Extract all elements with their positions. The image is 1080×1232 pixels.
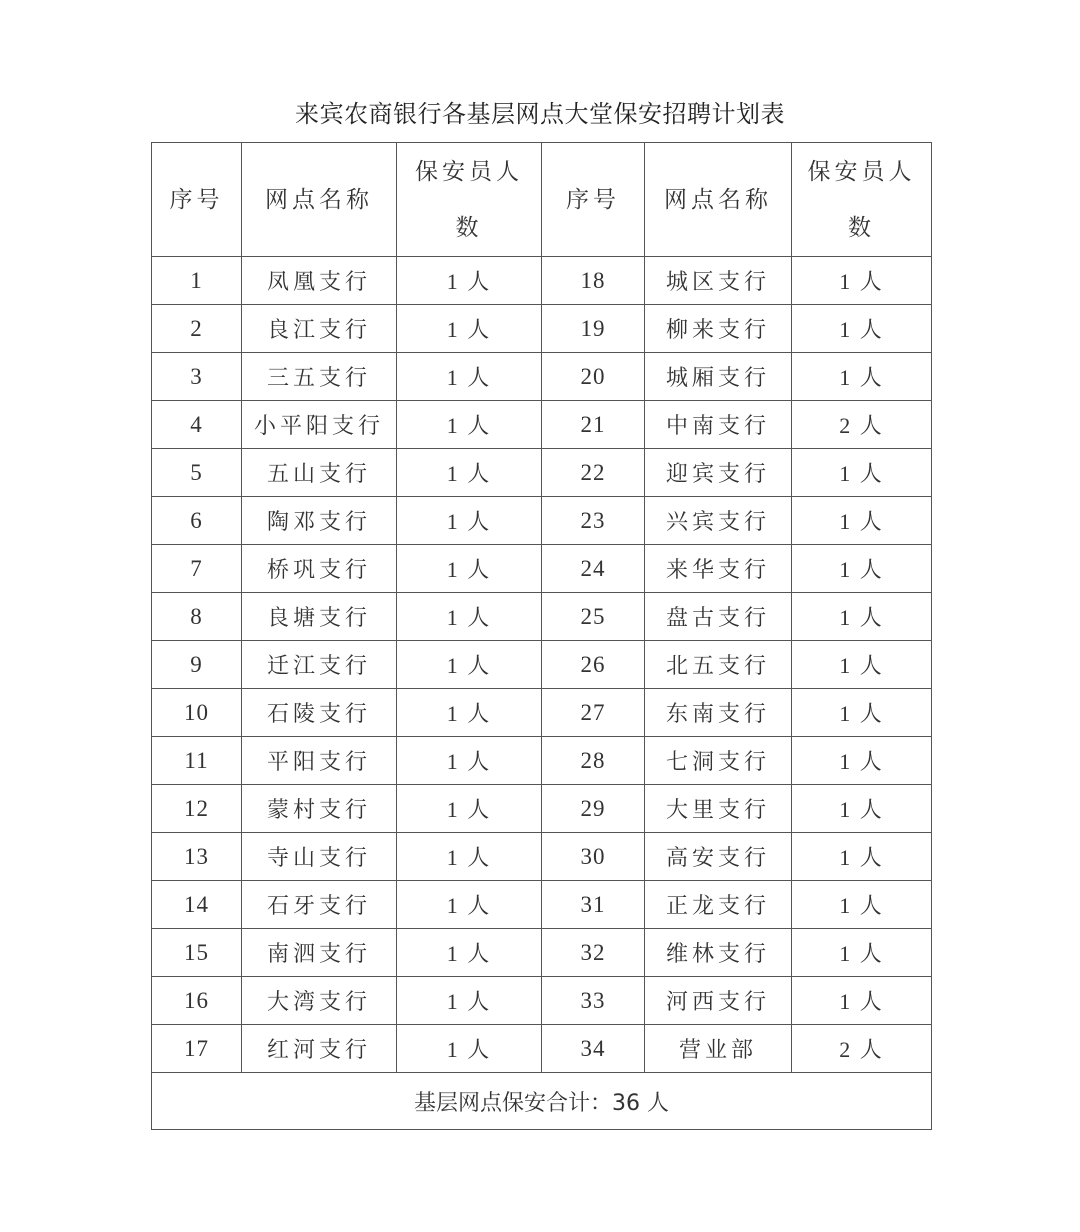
row-branch-name: 南泗支行 bbox=[242, 929, 397, 977]
row-seq: 20 bbox=[542, 353, 645, 401]
row-seq: 28 bbox=[542, 737, 645, 785]
row-guard-count: 1 人 bbox=[792, 929, 932, 977]
row-seq: 24 bbox=[542, 545, 645, 593]
table-row bbox=[152, 689, 932, 737]
header-guard-count-line2: 数 bbox=[848, 214, 875, 241]
row-seq: 27 bbox=[542, 689, 645, 737]
table-row bbox=[152, 353, 932, 401]
row-guard-count: 1 人 bbox=[397, 1025, 542, 1073]
row-seq: 3 bbox=[152, 353, 242, 401]
row-branch-name: 正龙支行 bbox=[645, 881, 792, 929]
row-branch-name: 平阳支行 bbox=[242, 737, 397, 785]
table-row bbox=[152, 497, 932, 545]
row-branch-name: 河西支行 bbox=[645, 977, 792, 1025]
row-branch-name: 维林支行 bbox=[645, 929, 792, 977]
row-seq: 6 bbox=[152, 497, 242, 545]
row-seq: 23 bbox=[542, 497, 645, 545]
row-guard-count: 1 人 bbox=[792, 737, 932, 785]
row-guard-count: 1 人 bbox=[792, 449, 932, 497]
row-guard-count: 1 人 bbox=[792, 305, 932, 353]
row-guard-count: 1 人 bbox=[792, 545, 932, 593]
row-seq: 30 bbox=[542, 833, 645, 881]
row-seq: 8 bbox=[152, 593, 242, 641]
row-branch-name: 大里支行 bbox=[645, 785, 792, 833]
row-guard-count: 1 人 bbox=[397, 401, 542, 449]
row-seq: 10 bbox=[152, 689, 242, 737]
row-guard-count: 2 人 bbox=[792, 401, 932, 449]
row-guard-count: 1 人 bbox=[397, 929, 542, 977]
row-branch-name: 良塘支行 bbox=[242, 593, 397, 641]
row-seq: 32 bbox=[542, 929, 645, 977]
header-seq-right: 序号 bbox=[542, 143, 645, 257]
header-guard-count-line1: 保安员人 bbox=[807, 158, 916, 185]
row-seq: 31 bbox=[542, 881, 645, 929]
row-branch-name: 七洞支行 bbox=[645, 737, 792, 785]
row-guard-count: 1 人 bbox=[397, 689, 542, 737]
row-guard-count: 1 人 bbox=[397, 257, 542, 305]
row-guard-count: 1 人 bbox=[397, 305, 542, 353]
row-branch-name: 桥巩支行 bbox=[242, 545, 397, 593]
row-guard-count: 1 人 bbox=[397, 641, 542, 689]
row-guard-count: 1 人 bbox=[792, 689, 932, 737]
row-guard-count: 1 人 bbox=[397, 593, 542, 641]
row-branch-name: 营业部 bbox=[645, 1025, 792, 1073]
row-branch-name: 凤凰支行 bbox=[242, 257, 397, 305]
row-branch-name: 石陵支行 bbox=[242, 689, 397, 737]
row-branch-name: 东南支行 bbox=[645, 689, 792, 737]
row-branch-name: 柳来支行 bbox=[645, 305, 792, 353]
header-guard-count-line1: 保安员人 bbox=[415, 158, 523, 185]
row-guard-count: 1 人 bbox=[397, 977, 542, 1025]
total-summary: 基层网点保安合计：36 人 bbox=[152, 1073, 932, 1130]
document-title: 来宾农商银行各基层网点大堂保安招聘计划表 bbox=[295, 100, 785, 128]
row-seq: 7 bbox=[152, 545, 242, 593]
row-branch-name: 兴宾支行 bbox=[645, 497, 792, 545]
row-branch-name: 迎宾支行 bbox=[645, 449, 792, 497]
row-branch-name: 大湾支行 bbox=[242, 977, 397, 1025]
row-guard-count: 1 人 bbox=[792, 353, 932, 401]
row-branch-name: 陶邓支行 bbox=[242, 497, 397, 545]
row-seq: 33 bbox=[542, 977, 645, 1025]
header-branch-name: 网点名称 bbox=[242, 143, 397, 257]
table-row bbox=[152, 785, 932, 833]
row-guard-count: 1 人 bbox=[792, 785, 932, 833]
row-branch-name: 蒙村支行 bbox=[242, 785, 397, 833]
row-branch-name: 城区支行 bbox=[645, 257, 792, 305]
row-seq: 25 bbox=[542, 593, 645, 641]
table-row bbox=[152, 545, 932, 593]
row-branch-name: 良江支行 bbox=[242, 305, 397, 353]
row-branch-name: 红河支行 bbox=[242, 1025, 397, 1073]
table-row bbox=[152, 1025, 932, 1073]
table-row bbox=[152, 881, 932, 929]
table-row bbox=[152, 449, 932, 497]
row-guard-count: 1 人 bbox=[792, 257, 932, 305]
table-row bbox=[152, 401, 932, 449]
table-row bbox=[152, 929, 932, 977]
table-row bbox=[152, 305, 932, 353]
row-branch-name: 城厢支行 bbox=[645, 353, 792, 401]
header-seq: 序号 bbox=[152, 143, 242, 257]
row-branch-name: 北五支行 bbox=[645, 641, 792, 689]
row-branch-name: 寺山支行 bbox=[242, 833, 397, 881]
row-branch-name: 小平阳支行 bbox=[242, 401, 397, 449]
row-guard-count: 1 人 bbox=[792, 641, 932, 689]
recruitment-plan-table bbox=[151, 142, 932, 1130]
row-branch-name: 中南支行 bbox=[645, 401, 792, 449]
row-guard-count: 1 人 bbox=[397, 833, 542, 881]
table-row bbox=[152, 641, 932, 689]
row-branch-name: 石牙支行 bbox=[242, 881, 397, 929]
row-branch-name: 盘古支行 bbox=[645, 593, 792, 641]
row-seq: 12 bbox=[152, 785, 242, 833]
row-branch-name: 三五支行 bbox=[242, 353, 397, 401]
row-seq: 17 bbox=[152, 1025, 242, 1073]
row-seq: 18 bbox=[542, 257, 645, 305]
row-seq: 34 bbox=[542, 1025, 645, 1073]
table-row bbox=[152, 257, 932, 305]
table-row bbox=[152, 593, 932, 641]
row-guard-count: 2 人 bbox=[792, 1025, 932, 1073]
row-branch-name: 五山支行 bbox=[242, 449, 397, 497]
row-seq: 5 bbox=[152, 449, 242, 497]
row-guard-count: 1 人 bbox=[792, 593, 932, 641]
header-guard-count-right bbox=[792, 143, 932, 257]
header-row bbox=[152, 143, 932, 257]
table-row bbox=[152, 737, 932, 785]
row-guard-count: 1 人 bbox=[397, 449, 542, 497]
row-branch-name: 迁江支行 bbox=[242, 641, 397, 689]
row-guard-count: 1 人 bbox=[792, 977, 932, 1025]
row-guard-count: 1 人 bbox=[397, 497, 542, 545]
row-guard-count: 1 人 bbox=[397, 545, 542, 593]
row-seq: 21 bbox=[542, 401, 645, 449]
row-seq: 14 bbox=[152, 881, 242, 929]
header-branch-name-right: 网点名称 bbox=[645, 143, 792, 257]
row-branch-name: 来华支行 bbox=[645, 545, 792, 593]
row-seq: 29 bbox=[542, 785, 645, 833]
row-guard-count: 1 人 bbox=[792, 881, 932, 929]
row-branch-name: 高安支行 bbox=[645, 833, 792, 881]
table-row bbox=[152, 833, 932, 881]
row-seq: 26 bbox=[542, 641, 645, 689]
total-row bbox=[152, 1073, 932, 1130]
row-guard-count: 1 人 bbox=[397, 353, 542, 401]
row-seq: 22 bbox=[542, 449, 645, 497]
row-seq: 9 bbox=[152, 641, 242, 689]
row-seq: 1 bbox=[152, 257, 242, 305]
row-seq: 4 bbox=[152, 401, 242, 449]
header-guard-count bbox=[397, 143, 542, 257]
row-seq: 19 bbox=[542, 305, 645, 353]
row-seq: 2 bbox=[152, 305, 242, 353]
row-guard-count: 1 人 bbox=[792, 497, 932, 545]
row-guard-count: 1 人 bbox=[397, 881, 542, 929]
row-seq: 13 bbox=[152, 833, 242, 881]
header-guard-count-line2: 数 bbox=[455, 214, 483, 241]
row-guard-count: 1 人 bbox=[397, 785, 542, 833]
row-guard-count: 1 人 bbox=[397, 737, 542, 785]
row-seq: 16 bbox=[152, 977, 242, 1025]
row-seq: 15 bbox=[152, 929, 242, 977]
row-guard-count: 1 人 bbox=[792, 833, 932, 881]
table-row bbox=[152, 977, 932, 1025]
row-seq: 11 bbox=[152, 737, 242, 785]
